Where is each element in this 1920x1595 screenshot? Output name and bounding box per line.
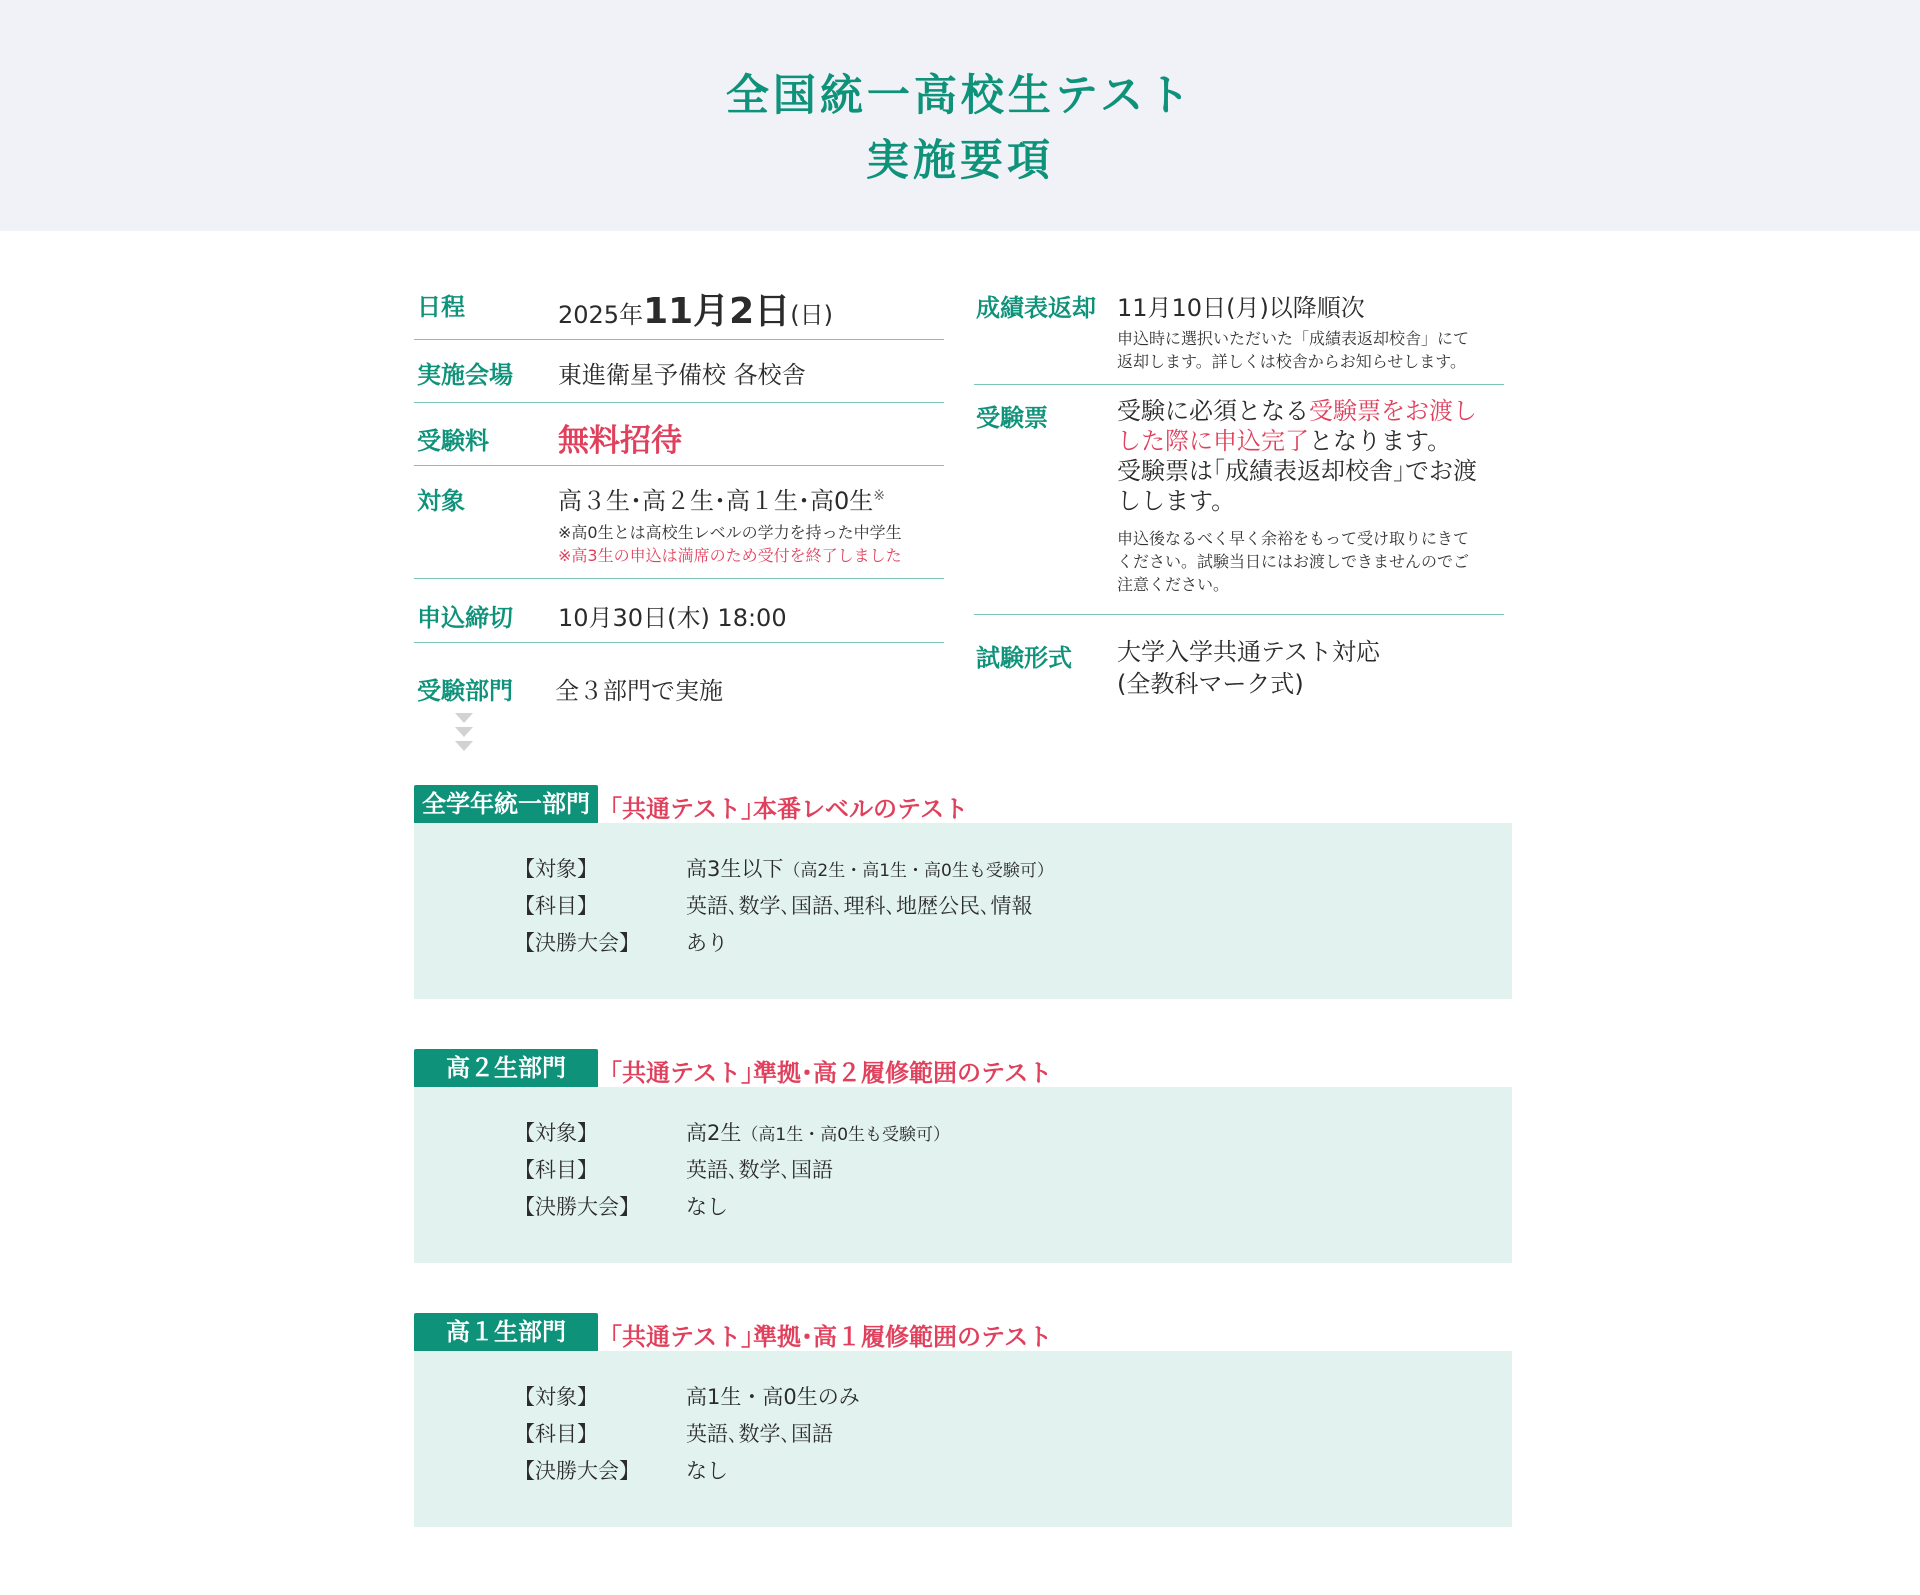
ticket-text-2b: となります。 <box>1309 427 1452 455</box>
target-main: 高3生以下 <box>686 857 784 881</box>
subjects-value: 英語､数学､国語 <box>686 1158 833 1182</box>
division-subtitle: ｢共通テスト｣準拠･高２履修範囲のテスト <box>610 1059 1053 1087</box>
deadline-value: 10月30日(木) 18:00 <box>558 604 787 632</box>
final-value: あり <box>686 931 728 955</box>
division-tag: 高２生部門 <box>414 1049 598 1087</box>
ticket-text-4: しします。 <box>1117 487 1236 515</box>
report-note-1: 申込時に選択いただいた「成績表返却校舎」にて <box>1117 329 1470 348</box>
divider <box>974 614 1504 615</box>
venue-label: 実施会場 <box>417 361 513 389</box>
venue-value: 東進衛星予備校 各校舎 <box>558 361 806 389</box>
target-extra: （高1生・高0生も受験可） <box>741 1125 951 1145</box>
ticket-label: 受験票 <box>976 404 1048 432</box>
target-key: 【対象】 <box>514 1121 598 1145</box>
chevron-down-icon <box>454 726 474 738</box>
page-title: 全国統一高校生テスト <box>725 71 1195 121</box>
subjects-key: 【科目】 <box>514 1422 598 1446</box>
target-grades: 高３生･高２生･高１生･高0生 <box>558 487 874 515</box>
target-value <box>558 481 885 516</box>
chevron-down-icon <box>454 712 474 724</box>
divider <box>414 642 944 643</box>
final-key: 【決勝大会】 <box>514 931 640 955</box>
target-note-2: ※高3生の申込は満席のため受付を終了しました <box>558 546 902 565</box>
fee-value: 無料招待 <box>558 423 682 459</box>
target-footnote-mark: ※ <box>873 488 886 504</box>
target-extra: （高2生・高1生・高0生も受験可） <box>783 861 1054 881</box>
division-details <box>414 1087 1512 1263</box>
ticket-text-3: 受験票は｢成績表返却校舎｣でお渡 <box>1117 457 1477 485</box>
format-value <box>1117 636 1380 700</box>
target-value <box>686 853 1054 883</box>
deadline-label: 申込締切 <box>417 604 513 632</box>
report-label: 成績表返却 <box>976 294 1096 322</box>
schedule-label: 日程 <box>417 293 465 321</box>
ticket-value <box>1117 396 1477 516</box>
target-main: 高2生 <box>686 1121 742 1145</box>
divider <box>974 384 1504 385</box>
ticket-note-3: 注意ください。 <box>1117 575 1230 594</box>
ticket-text-1a: 受験に必須となる <box>1117 397 1309 425</box>
division-subtitle: ｢共通テスト｣準拠･高１履修範囲のテスト <box>610 1323 1053 1351</box>
target-note-1: ※高0生とは高校生レベルの学力を持った中学生 <box>558 523 902 542</box>
subjects-key: 【科目】 <box>514 1158 598 1182</box>
division-subtitle: ｢共通テスト｣本番レベルのテスト <box>610 795 969 823</box>
divider <box>414 465 944 466</box>
subjects-key: 【科目】 <box>514 894 598 918</box>
divisions-label: 受験部門 <box>417 677 513 705</box>
division-details <box>414 1351 1512 1527</box>
final-value: なし <box>686 1459 728 1483</box>
ticket-note-1: 申込後なるべく早く余裕をもって受け取りにきて <box>1117 529 1470 548</box>
schedule-year: 2025年 <box>558 301 644 329</box>
final-value: なし <box>686 1195 728 1219</box>
divider <box>414 339 944 340</box>
ticket-note-2: ください。試験当日にはお渡しできませんのでご <box>1117 552 1470 571</box>
division-tag: 全学年統一部門 <box>414 785 598 823</box>
report-note-2: 返却します。詳しくは校舎からお知らせします。 <box>1117 352 1466 371</box>
divisions-value: 全３部門で実施 <box>555 677 723 705</box>
final-key: 【決勝大会】 <box>514 1195 640 1219</box>
schedule-date: 11月2日 <box>643 291 791 332</box>
ticket-highlight-2: した際に申込完了 <box>1117 427 1309 455</box>
target-value <box>686 1117 950 1147</box>
page-subtitle: 実施要項 <box>866 136 1054 186</box>
divider <box>414 578 944 579</box>
page-header <box>0 0 1920 231</box>
format-line-2: (全教科マーク式) <box>1117 670 1304 698</box>
division-details <box>414 823 1512 999</box>
target-key: 【対象】 <box>514 1385 598 1409</box>
divider <box>414 402 944 403</box>
subjects-value: 英語､数学､国語､理科､地歴公民､情報 <box>686 894 1033 918</box>
report-value: 11月10日(月)以降順次 <box>1117 294 1365 322</box>
schedule-dow: (日) <box>790 301 833 329</box>
final-key: 【決勝大会】 <box>514 1459 640 1483</box>
division-tag: 高１生部門 <box>414 1313 598 1351</box>
target-value: 高1生・高0生のみ <box>686 1385 860 1409</box>
format-label: 試験形式 <box>976 644 1072 672</box>
subjects-value: 英語､数学､国語 <box>686 1422 833 1446</box>
target-label: 対象 <box>417 487 465 515</box>
chevron-down-icon <box>454 740 474 752</box>
schedule-value <box>558 283 833 334</box>
fee-label: 受験料 <box>417 427 489 455</box>
target-key: 【対象】 <box>514 857 598 881</box>
format-line-1: 大学入学共通テスト対応 <box>1117 638 1381 666</box>
ticket-highlight-1: 受験票をお渡し <box>1309 397 1477 425</box>
